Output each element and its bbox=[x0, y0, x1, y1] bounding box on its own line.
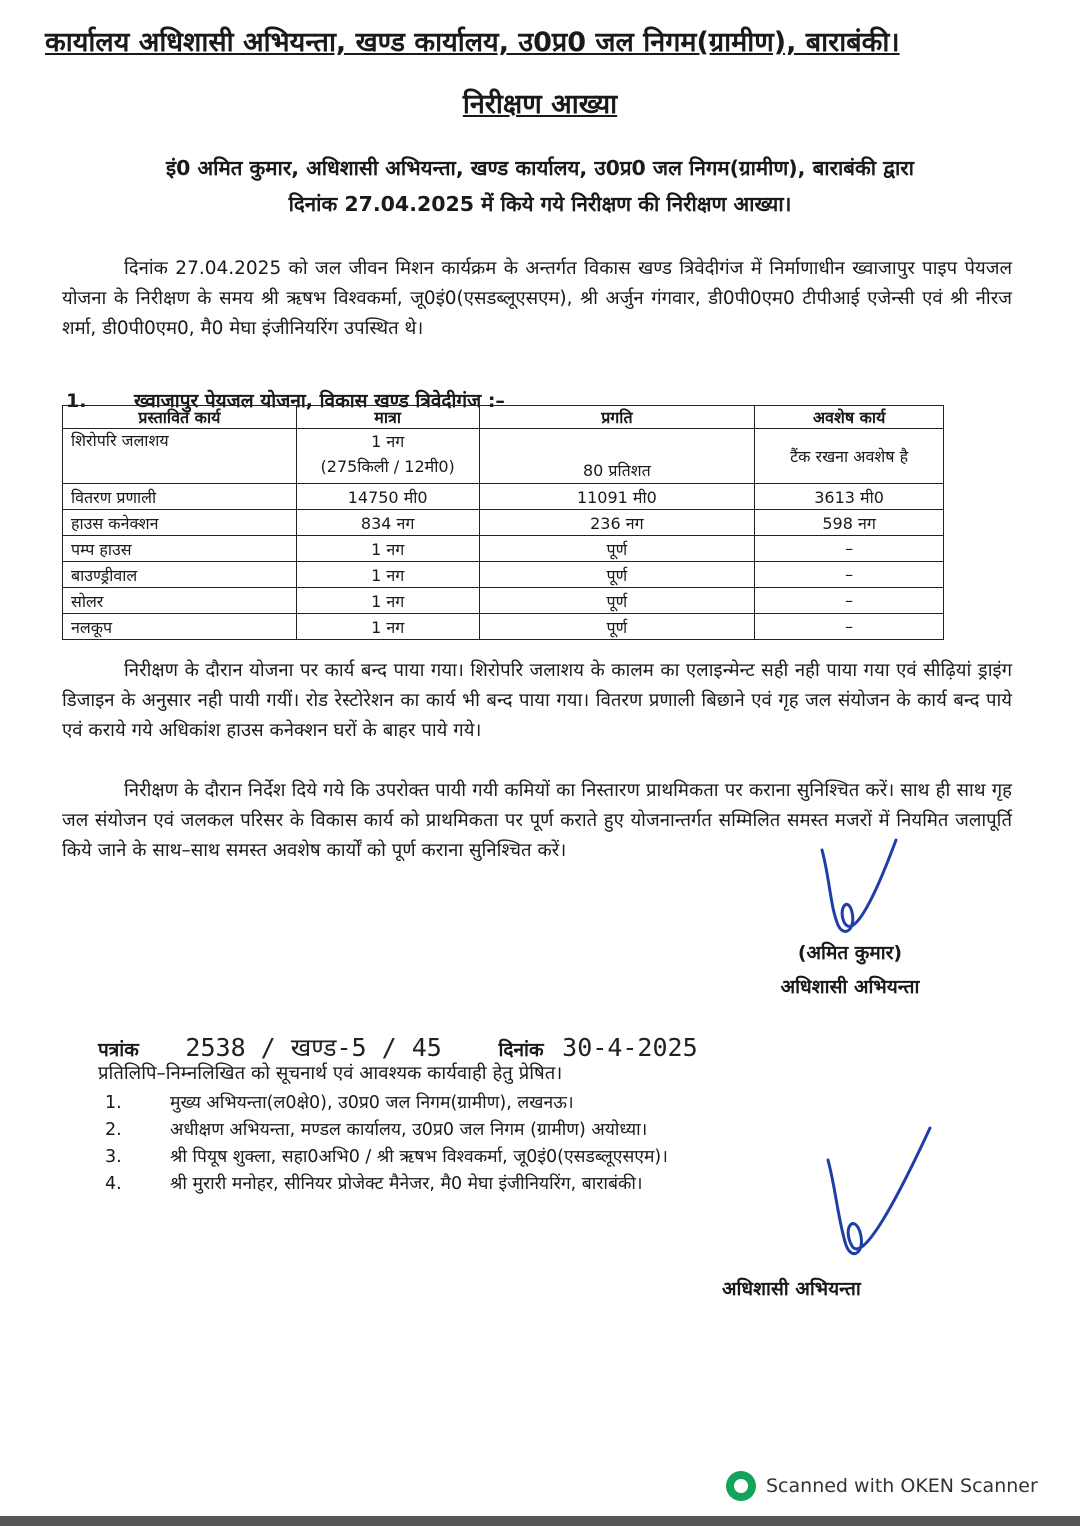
column-header: अवशेष कार्य bbox=[755, 406, 944, 429]
section-number: 1. bbox=[66, 390, 87, 412]
progress-cell: 80 प्रतिशत bbox=[479, 429, 755, 484]
patrank-value: 2538 / खण्ड-5 / 45 bbox=[185, 1033, 442, 1062]
copy-to-heading: प्रतिलिपि–निम्नलिखित को सूचनार्थ एवं आवश्यक कार्यवाही हेतु प्रेषित। bbox=[98, 1063, 563, 1084]
list-item-text: श्री मुरारी मनोहर, सीनियर प्रोजेक्ट मैनेजर, मै0 मेघा इंजीनियरिंग, बाराबंकी। bbox=[170, 1174, 643, 1194]
reference-line bbox=[98, 1030, 698, 1064]
report-title: निरीक्षण आख्या bbox=[462, 89, 618, 120]
remaining-cell: टैंक रखना अवशेष है bbox=[755, 429, 944, 484]
scanner-watermark bbox=[726, 1468, 1038, 1504]
intro-paragraph: दिनांक 27.04.2025 को जल जीवन मिशन कार्यक्रम के अन्तर्गत विकास खण्ड त्रिवेदीगंज में निर्माणाधीन ख्वाजापुर पाइप पेयजल योजना के निरीक्षण के समय श्री ऋषभ विश्वकर्मा, जू0इं0(एसडब्लूएसएम), श्री अर्जुन गंगवार, डी0पी0एम0 टीपीआई एजेन्सी एवं श्री नीरज शर्मा, डी0पी0एम0, मै0 मेघा इंजीनियरिंग उपस्थित थे। bbox=[62, 258, 1012, 339]
signature-block bbox=[720, 936, 980, 1004]
list-item-number: 1. bbox=[105, 1093, 122, 1113]
table-row bbox=[63, 562, 944, 588]
table-row bbox=[63, 588, 944, 614]
list-item-number: 4. bbox=[105, 1174, 122, 1194]
table-header-row bbox=[63, 406, 944, 429]
list-item-number: 2. bbox=[105, 1120, 122, 1140]
qty-cell: 1 नग bbox=[296, 614, 479, 640]
subject-block bbox=[70, 150, 1010, 222]
scanner-logo-icon bbox=[726, 1471, 756, 1501]
table-row bbox=[63, 536, 944, 562]
observation-paragraph-1: निरीक्षण के दौरान योजना पर कार्य बन्द पाया गया। शिरोपरि जलाशय के कालम का एलाइन्मेन्ट सही नही पाया गया एवं सीढ़ियां ड्राइंग डिजाइन के अनुसार नही पायी गयीं। रोड रेस्टोरेशन का कार्य भी बन्द पाया गया। वितरण प्रणाली बिछाने एवं गृह जल संयोजन के कार्य बन्द पाये एवं कराये गये अधिकांश हाउस कनेक्शन घरों के बाहर पाये गये। bbox=[62, 660, 1012, 741]
remaining-cell: 3613 मी0 bbox=[755, 484, 944, 510]
work-cell: सोलर bbox=[63, 588, 297, 614]
remaining-cell: – bbox=[755, 588, 944, 614]
qty-cell: 834 नग bbox=[296, 510, 479, 536]
list-item-text: मुख्य अभियन्ता(ल0क्षे0), उ0प्र0 जल निगम(ग्रामीण), लखनऊ। bbox=[170, 1093, 574, 1113]
progress-cell: पूर्ण bbox=[479, 562, 755, 588]
footer-designation: अधिशासी अभियन्ता bbox=[722, 1278, 861, 1300]
work-cell: नलकूप bbox=[63, 614, 297, 640]
progress-cell: पूर्ण bbox=[479, 614, 755, 640]
list-item-number: 3. bbox=[105, 1147, 122, 1167]
bottom-edge-bar bbox=[0, 1516, 1080, 1526]
table-row bbox=[63, 429, 944, 484]
column-header: मात्रा bbox=[296, 406, 479, 429]
subject-line-2: दिनांक 27.04.2025 में किये गये निरीक्षण की निरीक्षण आख्या। bbox=[288, 192, 792, 216]
column-header: प्रस्तावित कार्य bbox=[63, 406, 297, 429]
observation-paragraph-2: निरीक्षण के दौरान निर्देश दिये गये कि उपरोक्त पायी गयी कमियों का निस्तारण प्राथमिकता पर कराना सुनिश्चित करें। साथ ही साथ गृह जल संयोजन एवं जलकल परिसर के विकास कार्य को प्राथमिकता पर पूर्ण कराते हुए योजनान्तर्गत सम्मिलित समस्त मजरों में नियमित जलापूर्ति किये जाने के साथ–साथ समस्त अवशेष कार्यों को पूर्ण कराना सुनिश्चित करें। bbox=[62, 780, 1012, 861]
handwritten-signature-2 bbox=[800, 1120, 950, 1280]
list-item bbox=[105, 1144, 668, 1171]
work-cell: वितरण प्रणाली bbox=[63, 484, 297, 510]
table-row bbox=[63, 510, 944, 536]
table-row bbox=[63, 484, 944, 510]
date-label: दिनांक bbox=[498, 1039, 544, 1061]
column-header: प्रगति bbox=[479, 406, 755, 429]
remaining-cell: 598 नग bbox=[755, 510, 944, 536]
table-row bbox=[63, 614, 944, 640]
work-cell: पम्प हाउस bbox=[63, 536, 297, 562]
handwritten-signature-1 bbox=[800, 830, 910, 950]
qty-cell: 1 नग bbox=[296, 562, 479, 588]
list-item-text: श्री पियूष शुक्ला, सहा0अभि0 / श्री ऋषभ विश्वकर्मा, जू0इं0(एसडब्लूएसएम)। bbox=[170, 1147, 668, 1167]
remaining-cell: – bbox=[755, 562, 944, 588]
progress-cell: पूर्ण bbox=[479, 588, 755, 614]
qty-cell bbox=[296, 429, 479, 484]
progress-cell: पूर्ण bbox=[479, 536, 755, 562]
signatory-name: (अमित कुमार) bbox=[797, 942, 903, 964]
works-progress-table bbox=[62, 405, 944, 640]
section-title: ख्वाजापुर पेयजल योजना, विकास खण्ड त्रिवेदीगंज :– bbox=[134, 390, 505, 412]
work-cell: शिरोपरि जलाशय bbox=[63, 429, 297, 484]
footer-signature-block bbox=[722, 1275, 962, 1301]
work-cell: बाउण्ड्रीवाल bbox=[63, 562, 297, 588]
list-item-text: अधीक्षण अभियन्ता, मण्डल कार्यालय, उ0प्र0 जल निगम (ग्रामीण) अयोध्या। bbox=[170, 1120, 648, 1140]
subject-line-1: इं0 अमित कुमार, अधिशासी अभियन्ता, खण्ड कार्यालय, उ0प्र0 जल निगम(ग्रामीण), बाराबंकी द्वारा bbox=[166, 156, 914, 180]
scanner-text: Scanned with OKEN Scanner bbox=[766, 1475, 1038, 1497]
qty-cell: 1 नग bbox=[296, 536, 479, 562]
list-item bbox=[105, 1117, 668, 1144]
office-title: कार्यालय अधिशासी अभियन्ता, खण्ड कार्यालय, उ0प्र0 जल निगम(ग्रामीण), बाराबंकी। bbox=[45, 27, 900, 58]
remaining-cell: – bbox=[755, 614, 944, 640]
patrank-label: पत्रांक bbox=[98, 1039, 139, 1061]
work-cell: हाउस कनेक्शन bbox=[63, 510, 297, 536]
qty-cell: 1 नग bbox=[296, 588, 479, 614]
qty-cell: 14750 मी0 bbox=[296, 484, 479, 510]
qty-line-2: (275किली / 12मी0) bbox=[320, 457, 455, 476]
remaining-cell: – bbox=[755, 536, 944, 562]
progress-cell: 11091 मी0 bbox=[479, 484, 755, 510]
date-value: 30-4-2025 bbox=[562, 1033, 698, 1062]
progress-cell: 236 नग bbox=[479, 510, 755, 536]
qty-line-1: 1 नग bbox=[371, 432, 405, 451]
list-item bbox=[105, 1090, 668, 1117]
list-item bbox=[105, 1171, 668, 1198]
signatory-designation: अधिशासी अभियन्ता bbox=[780, 976, 920, 998]
copy-to-list bbox=[105, 1090, 668, 1198]
